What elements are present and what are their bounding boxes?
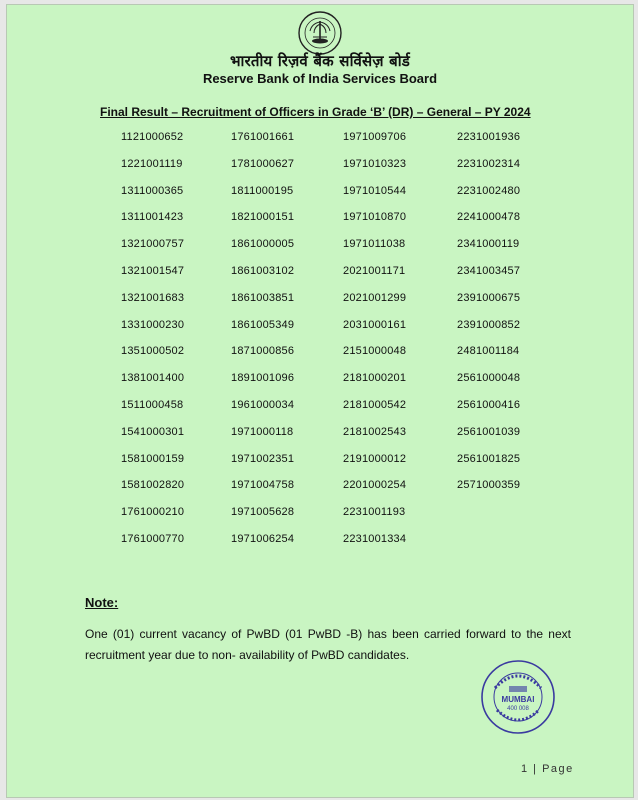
roll-number: 1511000458 [121, 398, 184, 411]
org-name-english: Reserve Bank of India Services Board [202, 71, 438, 86]
roll-number: 1811000195 [231, 184, 294, 197]
roll-number: 2031000161 [343, 318, 407, 331]
roll-number: 2151000048 [343, 345, 407, 358]
roll-number: 1861005349 [231, 318, 295, 331]
page-number: 1 | Page [521, 763, 574, 775]
roll-number: 2561001825 [457, 452, 521, 465]
table-row [121, 185, 601, 212]
roll-number: 1971009706 [343, 131, 407, 143]
table-row [121, 453, 601, 480]
roll-number: 2181000542 [343, 398, 407, 411]
roll-number: 1761001661 [231, 131, 295, 143]
table-row [121, 211, 601, 238]
table-row [121, 131, 601, 158]
stamp-pin: 400 008 [507, 706, 529, 712]
roll-number: 1321000757 [121, 238, 185, 251]
roll-number: 2231002480 [457, 184, 521, 197]
table-row [121, 506, 601, 533]
roll-number: 1541000301 [121, 425, 185, 438]
roll-number: 2201000254 [343, 479, 407, 492]
table-row [121, 292, 601, 319]
roll-number: 2481001184 [457, 345, 520, 358]
roll-number: 1581002820 [121, 479, 185, 492]
roll-number: 1331000230 [121, 318, 185, 331]
roll-number: 2021001171 [343, 264, 406, 277]
roll-number: 1971005628 [231, 506, 295, 519]
roll-number: 1321001547 [121, 264, 185, 277]
roll-number: 1971011038 [343, 238, 406, 251]
table-row [121, 158, 601, 185]
roll-number: 2231001193 [343, 506, 406, 519]
roll-number: 2241000478 [457, 211, 521, 224]
table-row [121, 238, 601, 265]
table-row [121, 399, 601, 426]
roll-number: 1861000005 [231, 238, 295, 251]
roll-number: 1381001400 [121, 372, 185, 385]
table-row [121, 426, 601, 453]
roll-number: 2021001299 [343, 291, 407, 304]
roll-number: 1311000365 [121, 184, 184, 197]
roll-number: 1971004758 [231, 479, 295, 492]
roll-number: 2231002314 [457, 157, 521, 170]
table-row [121, 372, 601, 399]
roll-number: 1971010544 [343, 184, 407, 197]
roll-number: 1221001119 [121, 157, 183, 170]
roll-number: 2391000852 [457, 318, 521, 331]
roll-number: 2561001039 [457, 425, 521, 438]
roll-number: 1871000856 [231, 345, 295, 358]
table-row [121, 265, 601, 292]
roll-number: 2341003457 [457, 264, 521, 277]
roll-number: 1761000210 [121, 506, 185, 519]
table-row [121, 479, 601, 506]
results-grid [121, 131, 601, 560]
roll-number: 1781000627 [231, 157, 295, 170]
roll-number: 2181002543 [343, 425, 407, 438]
roll-number: 1971010323 [343, 157, 407, 170]
roll-number: 1891001096 [231, 372, 295, 385]
document-page [6, 4, 634, 798]
note-heading: Note: [85, 595, 119, 610]
roll-number: 2191000012 [343, 452, 407, 465]
roll-number: 1971000118 [231, 425, 294, 438]
roll-number: 1861003102 [231, 264, 295, 277]
roll-number: 1311001423 [121, 211, 184, 224]
roll-number: 1961000034 [231, 398, 295, 411]
roll-number: 1351000502 [121, 345, 185, 358]
roll-number: 2231001936 [457, 131, 521, 143]
roll-number: 1121000652 [121, 131, 184, 143]
document-title: Final Result – Recruitment of Officers in Grade ‘B’ (DR) – General – PY 2024 [100, 105, 531, 119]
roll-number: 2561000048 [457, 372, 521, 385]
roll-number: 1971010870 [343, 211, 407, 224]
rbi-emblem-logo [293, 9, 347, 57]
official-stamp [479, 658, 557, 736]
roll-number: 1761000770 [121, 532, 185, 545]
stamp-city: MUMBAI [501, 695, 535, 704]
roll-number: 2341000119 [457, 238, 520, 251]
roll-number: 1821000151 [231, 211, 295, 224]
roll-number: 1971002351 [231, 452, 295, 465]
roll-number: 2231001334 [343, 532, 407, 545]
table-row [121, 345, 601, 372]
roll-number: 1861003851 [231, 291, 295, 304]
table-row [121, 533, 601, 560]
roll-number: 1581000159 [121, 452, 185, 465]
table-row [121, 319, 601, 346]
roll-number: 2391000675 [457, 291, 521, 304]
note-text: One (01) current vacancy of PwBD (01 PwBD -B) has been carried forward to the next recruitment year due to non- availability of PwBD candidates. [85, 627, 571, 662]
roll-number: 2561000416 [457, 398, 521, 411]
roll-number: 1321001683 [121, 291, 185, 304]
org-name-hindi: भारतीय रिज़र्व बैंक सर्विसेज़ बोर्ड [229, 52, 411, 70]
roll-number: 1971006254 [231, 532, 295, 545]
roll-number: 2571000359 [457, 479, 521, 492]
roll-number: 2181000201 [343, 372, 407, 385]
